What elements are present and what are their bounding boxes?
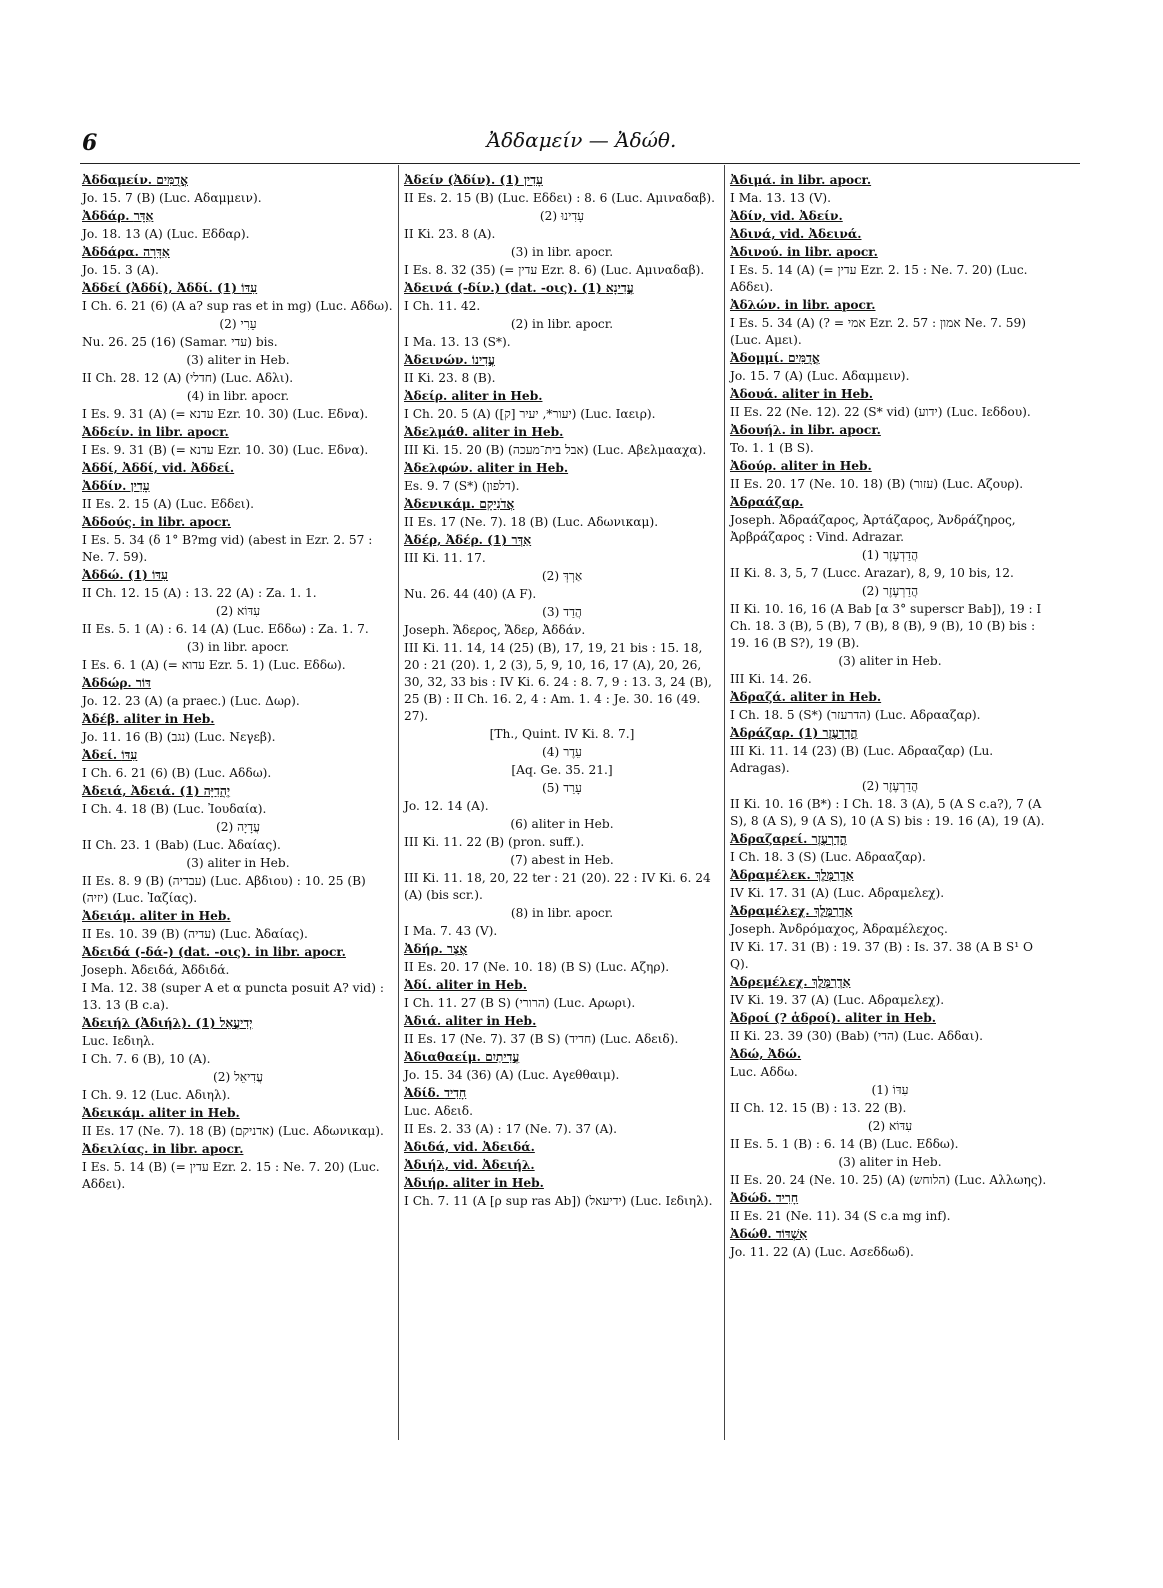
lexicon-headword: Ἀδεινών. עֲדִינוֹ	[404, 353, 495, 367]
citation-line: II Es. 5. 1 (B) : 6. 14 (B) (Luc. Εδδω).	[730, 1137, 959, 1151]
citation-line: I Ma. 13. 13 (V).	[730, 191, 832, 205]
citation-line: I Ch. 6. 21 (6) (A a? sup ras et in mg) (Luc. Αδδω).	[82, 299, 393, 313]
citation-line: III Ki. 11. 22 (B) (pron. suff.).	[404, 835, 585, 849]
lexicon-headword: Ἀδέβ. aliter in Heb.	[82, 712, 215, 726]
citation-line: I Es. 5. 34 (A) (? = אמי Ezr. 2. 57 : אמון Ne. 7. 59) (Luc. Αμει).	[730, 316, 1026, 347]
column-middle	[404, 172, 720, 1211]
citation-line: Joseph. Ἀνδρόμαχος, Ἀδραμέλεχος.	[730, 922, 948, 936]
lexicon-headword: Ἀδεί. עִדּוֹ	[82, 748, 138, 762]
citation-line: II Es. 17 (Ne. 7). 18 (B) (Luc. Αδωνικαμ).	[404, 515, 659, 529]
citation-line: II Ch. 28. 12 (A) (חדלי) (Luc. Αδλι).	[82, 371, 294, 385]
citation-line: I Ch. 11. 27 (B S) (הרורי) (Luc. Αρωρι).	[404, 996, 636, 1010]
page-number: 6	[82, 130, 98, 156]
sense-heading: (4) עֵדֶר	[542, 745, 582, 759]
citation-line: Jo. 11. 22 (A) (Luc. Ασεδδωδ).	[730, 1245, 914, 1259]
sense-heading: (2) הֲדַרְעֶזֶר	[861, 584, 919, 598]
lexicon-headword: Ἀδειήλ (Ἀδιήλ). (1) יְדִיעֲאֵל	[82, 1016, 253, 1030]
citation-line: I Ma. 12. 38 (super A et α puncta posuit A? vid) : 13. 13 (B c.a).	[82, 981, 384, 1012]
citation-line: II Ki. 10. 16, 16 (A Bab [α 3° superscr Bab]), 19 : I Ch. 18. 3 (B), 5 (B), 7 (B), 8 (B), 9 (B), 10 (B) bis : 19. 16 (B S?), 19 (B).	[730, 602, 1042, 650]
sense-heading: (3) in libr. apocr.	[510, 245, 614, 259]
citation-line: To. 1. 1 (B S).	[730, 441, 814, 455]
lexicon-headword: Ἀδραζά. aliter in Heb.	[730, 690, 882, 704]
lexicon-headword: Ἀδιαθαείμ. עֲדִיתַיִם	[404, 1050, 520, 1064]
lexicon-headword: Ἀδουά. aliter in Heb.	[730, 387, 874, 401]
citation-line: II Es. 2. 15 (A) (Luc. Εδδει).	[82, 497, 255, 511]
sense-heading: (4) in libr. apocr.	[186, 389, 290, 403]
citation-line: I Es. 9. 31 (B) (= עדנא Ezr. 10. 30) (Luc. Εδνα).	[82, 443, 369, 457]
lexicon-headword: Ἀδίδ. חָדִיד	[404, 1086, 467, 1100]
lexicon-headword: Ἀδείν (Ἀδίν). (1) עָדִין	[404, 173, 543, 187]
lexicon-headword: Ἀδομμί. אֲדֻמִּים	[730, 351, 820, 365]
lexicon-headword: Ἀδράζαρ. (1) הֲדַדְעֶזֶר	[730, 726, 858, 740]
citation-line: II Ki. 23. 8 (B).	[404, 371, 496, 385]
citation-line: Jo. 12. 14 (A).	[404, 799, 489, 813]
citation-line: I Ma. 7. 43 (V).	[404, 924, 498, 938]
lexicon-headword: Ἀδήρ. אֶצֶר	[404, 942, 468, 956]
citation-line: Jo. 12. 23 (A) (a praec.) (Luc. Δωρ).	[82, 694, 300, 708]
sense-heading: (2) עֲדָיָה	[215, 820, 261, 834]
citation-line: Jo. 15. 7 (B) (Luc. Αδαμμειν).	[82, 191, 262, 205]
sense-heading: (1) הֲדַדְעֶזֶר	[861, 548, 919, 562]
lexicon-headword: Ἀδραζαρεί. הֲדַרְעֶזֶר	[730, 832, 847, 846]
citation-line: II Ch. 23. 1 (Bab) (Luc. Ἀδαίας).	[82, 838, 281, 852]
lexicon-headword: Ἀδινά, vid. Ἀδεινά.	[730, 227, 862, 241]
lexicon-headword: Ἀδώθ. אַשְׁדּוֹד	[730, 1227, 808, 1241]
citation-line: I Ch. 9. 12 (Luc. Αδιηλ).	[82, 1088, 231, 1102]
citation-line: Joseph. Ἀδειδά, Ἀδδιδά.	[82, 963, 230, 977]
lexicon-headword: Ἀδραμέλεχ. אַדְרַמֶּלֶךְ	[730, 904, 853, 918]
lexicon-headword: Ἀδδίν. עָדִין	[82, 479, 150, 493]
lexicon-headword: Ἀδεικάμ. aliter in Heb.	[82, 1106, 240, 1120]
lexicon-headword: Ἀδρεμέλεχ. אַדְרַמֶּלֶךְ	[730, 975, 851, 989]
lexicon-headword: Ἀδδώ. (1) עִדּוֹ	[82, 568, 168, 582]
column-right	[730, 172, 1050, 1262]
lexicon-headword: Ἀδίν, vid. Ἀδείν.	[730, 209, 843, 223]
lexicon-headword: Ἀδιά. aliter in Heb.	[404, 1014, 537, 1028]
lexicon-headword: Ἀδινού. in libr. apocr.	[730, 245, 878, 259]
sense-heading: (2) עִדּוֹא	[215, 604, 261, 618]
citation-line: II Es. 17 (Ne. 7). 18 (B) (אדניקם) (Luc. Αδωνικαμ).	[82, 1124, 384, 1138]
citation-line: II Ki. 23. 39 (30) (Bab) (הדי) (Luc. Αδδαι).	[730, 1029, 984, 1043]
citation-line: IV Ki. 17. 31 (A) (Luc. Αδραμελεχ).	[730, 886, 945, 900]
lexicon-headword: Ἀδδείν. in libr. apocr.	[82, 425, 229, 439]
sense-heading: [Aq. Ge. 35. 21.]	[511, 763, 613, 777]
citation-line: II Es. 2. 15 (B) (Luc. Εδδει) : 8. 6 (Luc. Αμιναδαβ).	[404, 191, 715, 205]
citation-line: Jo. 15. 34 (36) (A) (Luc. Αγεθθαιμ).	[404, 1068, 620, 1082]
lexicon-headword: Ἀδειά, Ἀδειά. (1) יְהֻדִיָּה	[82, 784, 231, 798]
header-rule	[80, 163, 1080, 164]
sense-heading: (3) aliter in Heb.	[186, 856, 290, 870]
citation-line: II Ki. 10. 16 (B*) : I Ch. 18. 3 (A), 5 (A S c.a?), 7 (A S), 8 (A S), 9 (A S), 10 (A S) bis : 19. 16 (A), 19 (A).	[730, 797, 1045, 828]
citation-line: II Es. 17 (Ne. 7). 37 (B S) (חדיד) (Luc. Αδειδ).	[404, 1032, 679, 1046]
citation-line: I Ma. 13. 13 (S*).	[404, 335, 511, 349]
lexicon-headword: Ἀδιήλ, vid. Ἀδειήλ.	[404, 1158, 535, 1172]
sense-heading: (2) הֲדַרְעֶזֶר	[861, 779, 919, 793]
column-divider	[398, 165, 399, 1440]
citation-line: Jo. 11. 16 (B) (נגב) (Luc. Νεγεβ).	[82, 730, 276, 744]
citation-line: I Ch. 20. 5 (A) (יעור*, יעיר [ק]) (Luc. Ιαειρ).	[404, 407, 656, 421]
citation-line: I Ch. 18. 5 (S*) (הדרעזר) (Luc. Αδρααζαρ).	[730, 708, 981, 722]
lexicon-headword: Ἀδελφών. aliter in Heb.	[404, 461, 569, 475]
lexicon-headword: Ἀδλών. in libr. apocr.	[730, 298, 876, 312]
lexicon-headword: Ἀδεινά (-δίν.) (dat. -οις). (1) עֲדִינָא	[404, 281, 634, 295]
citation-line: III Ki. 15. 20 (B) (אבל בית־מעכה) (Luc. Αβελμααχα).	[404, 443, 707, 457]
citation-line: I Ch. 7. 6 (B), 10 (A).	[82, 1052, 211, 1066]
lexicon-headword: Ἀδδεί (Ἀδδί), Ἀδδί. (1) עִדּוֹ	[82, 281, 258, 295]
citation-line: Nu. 26. 25 (16) (Samar. עדי) bis.	[82, 335, 278, 349]
lexicon-headword: Ἀδείρ. aliter in Heb.	[404, 389, 543, 403]
sense-heading: (2) in libr. apocr.	[510, 317, 614, 331]
citation-line: I Ch. 6. 21 (6) (B) (Luc. Αδδω).	[82, 766, 272, 780]
sense-heading: (2) עָדִינוּ	[539, 209, 585, 223]
citation-line: II Es. 21 (Ne. 11). 34 (S c.a mg inf).	[730, 1209, 951, 1223]
lexicon-headword: Ἀδραάζαρ.	[730, 495, 804, 509]
lexicon-headword: Ἀδειάμ. aliter in Heb.	[82, 909, 231, 923]
lexicon-headword: Ἀδώδ. חָרִיד	[730, 1191, 799, 1205]
column-divider	[724, 165, 725, 1440]
sense-heading: (2) עֲדִיאֵל	[212, 1070, 264, 1084]
citation-line: Luc. Ιεδιηλ.	[82, 1034, 155, 1048]
citation-line: I Ch. 7. 11 (A [ρ sup ras Ab]) (ידיעאל) (Luc. Ιεδιηλ).	[404, 1194, 713, 1208]
lexicon-headword: Ἀδώ, Ἀδώ.	[730, 1047, 802, 1061]
sense-heading: (1) עִדּוֹ	[871, 1083, 909, 1097]
column-left	[82, 172, 394, 1194]
citation-line: I Es. 5. 14 (B) (= עדין Ezr. 2. 15 : Ne. 7. 20) (Luc. Αδδει).	[82, 1160, 380, 1191]
sense-heading: (3) aliter in Heb.	[838, 654, 942, 668]
citation-line: Joseph. Ἄδερος, Ἄδερ, Ἀδδάν.	[404, 623, 586, 637]
lexicon-headword: Ἀδιήρ. aliter in Heb.	[404, 1176, 544, 1190]
lexicon-headword: Ἀδδούς. in libr. apocr.	[82, 515, 232, 529]
citation-line: II Es. 8. 9 (B) (עבדיה) (Luc. Αβδιου) : 10. 25 (B) (יזיה) (Luc. Ἰαζίας).	[82, 874, 366, 905]
citation-line: I Ch. 11. 42.	[404, 299, 481, 313]
sense-heading: [Th., Quint. IV Ki. 8. 7.]	[489, 727, 635, 741]
citation-line: II Es. 22 (Ne. 12). 22 (S* vid) (ידוע) (Luc. Ιεδδου).	[730, 405, 1031, 419]
citation-line: II Es. 10. 39 (B) (עדיה) (Luc. Ἀδαίας).	[82, 927, 308, 941]
sense-heading: (2) עֵרִי	[219, 317, 257, 331]
citation-line: II Ki. 23. 8 (A).	[404, 227, 496, 241]
lexicon-headword: Ἀδενικάμ. אֲדֹנִיקָם	[404, 497, 515, 511]
citation-line: III Ki. 11. 18, 20, 22 ter : 21 (20). 22 : IV Ki. 6. 24 (A) (bis scr.).	[404, 871, 711, 902]
citation-line: IV Ki. 17. 31 (B) : 19. 37 (B) : Is. 37. 38 (A B S¹ O Q).	[730, 940, 1033, 971]
citation-line: III Ki. 11. 17.	[404, 551, 486, 565]
citation-line: II Ki. 8. 3, 5, 7 (Lucc. Arazar), 8, 9, 10 bis, 12.	[730, 566, 1014, 580]
citation-line: I Es. 9. 31 (A) (= עדנא Ezr. 10. 30) (Luc. Εδνα).	[82, 407, 369, 421]
citation-line: III Ki. 11. 14, 14 (25) (B), 17, 19, 21 bis : 15. 18, 20 : 21 (20). 1, 2 (3), 5, 9, 10, 16, 17 (A), 20, 26, 30, 32, 33 bis : IV Ki. 6. 24 : 8. 7, 9 : 13. 3, 24 (B), 25 (B) : II Ch. 16. 2, 4 : Am. 1. 4 : Je. 30. 16 (49. 27).	[404, 641, 712, 723]
lexicon-headword: Ἀδδάρα. אַדָּרָה	[82, 245, 170, 259]
citation-line: I Es. 6. 1 (A) (= עדוא Ezr. 5. 1) (Luc. Εδδω).	[82, 658, 346, 672]
lexicon-headword: Ἀδδάρ. אַדָּר	[82, 209, 154, 223]
citation-line: Nu. 26. 44 (40) (A F).	[404, 587, 537, 601]
citation-line: II Ch. 12. 15 (A) : 13. 22 (A) : Za. 1. 1.	[82, 586, 317, 600]
citation-line: I Es. 8. 32 (35) (= עדין Ezr. 8. 6) (Luc. Αμιναδαβ).	[404, 263, 705, 277]
lexicon-headword: Ἀδδί, Ἀδδί, vid. Ἀδδεί.	[82, 461, 235, 475]
sense-heading: (3) in libr. apocr.	[186, 640, 290, 654]
lexicon-headword: Ἀδειδά (-δά-) (dat. -οις). in libr. apocr.	[82, 945, 346, 959]
running-head-title: Ἀδδαμείν — Ἀδώθ.	[486, 128, 677, 152]
sense-heading: (3) aliter in Heb.	[838, 1155, 942, 1169]
citation-line: II Es. 2. 33 (A) : 17 (Ne. 7). 37 (A).	[404, 1122, 618, 1136]
citation-line: Es. 9. 7 (S*) (דלפון).	[404, 479, 520, 493]
lexicon-headword: Ἀδροί (? ἁδροί). aliter in Heb.	[730, 1011, 936, 1025]
lexicon-headword: Ἀδδαμείν. אֲדֻמִּים	[82, 173, 188, 187]
citation-line: I Ch. 4. 18 (B) (Luc. Ἰουδαία).	[82, 802, 267, 816]
sense-heading: (2) אַרְדְּ	[541, 569, 583, 583]
citation-line: Jo. 15. 3 (A).	[82, 263, 159, 277]
citation-line: Jo. 15. 7 (A) (Luc. Αδαμμειν).	[730, 369, 910, 383]
lexicon-headword: Ἀδειλίας. in libr. apocr.	[82, 1142, 244, 1156]
citation-line: II Es. 20. 24 (Ne. 10. 25) (A) (הלוחש) (Luc. Αλλωης).	[730, 1173, 1047, 1187]
sense-heading: (3) הֲדַד	[542, 605, 582, 619]
citation-line: II Es. 20. 17 (Ne. 10. 18) (B S) (Luc. Αζηρ).	[404, 960, 670, 974]
sense-heading: (2) עִדּוֹא	[867, 1119, 913, 1133]
sense-heading: (3) aliter in Heb.	[186, 353, 290, 367]
lexicon-headword: Ἀδουήλ. in libr. apocr.	[730, 423, 881, 437]
sense-heading: (5) עָרַד	[542, 781, 582, 795]
citation-line: II Es. 5. 1 (A) : 6. 14 (A) (Luc. Εδδω) : Za. 1. 7.	[82, 622, 369, 636]
lexicon-headword: Ἀδούρ. aliter in Heb.	[730, 459, 872, 473]
citation-line: Joseph. Ἀδραάζαρος, Ἀρτάζαρος, Ἀνδράζηρος, Ἀρβράζαρος : Vind. Adrazar.	[730, 513, 1016, 544]
lexicon-headword: Ἀδέρ, Ἀδέρ. (1) אַדְּר	[404, 533, 532, 547]
lexicon-headword: Ἀδδώρ. דּוֹר	[82, 676, 151, 690]
citation-line: IV Ki. 19. 37 (A) (Luc. Αδραμελεχ).	[730, 993, 945, 1007]
citation-line: II Es. 20. 17 (Ne. 10. 18) (B) (עזור) (Luc. Αζουρ).	[730, 477, 1024, 491]
citation-line: I Ch. 18. 3 (S) (Luc. Αδρααζαρ).	[730, 850, 926, 864]
sense-heading: (7) abest in Heb.	[510, 853, 614, 867]
citation-line: III Ki. 14. 26.	[730, 672, 812, 686]
lexicon-headword: Ἀδραμέλεκ. אַדְרַמֶּלֶךְ	[730, 868, 854, 882]
citation-line: III Ki. 11. 14 (23) (B) (Luc. Αδρααζαρ) (Lu. Adragas).	[730, 744, 994, 775]
citation-line: II Ch. 12. 15 (B) : 13. 22 (B).	[730, 1101, 907, 1115]
lexicon-headword: Ἀδιδά, vid. Ἀδειδά.	[404, 1140, 535, 1154]
citation-line: Luc. Αδδω.	[730, 1065, 798, 1079]
citation-line: I Es. 5. 14 (A) (= עדין Ezr. 2. 15 : Ne. 7. 20) (Luc. Αδδει).	[730, 263, 1028, 294]
citation-line: Jo. 18. 13 (A) (Luc. Εδδαρ).	[82, 227, 250, 241]
citation-line: I Es. 5. 34 (δ 1° B?mg vid) (abest in Ezr. 2. 57 : Ne. 7. 59).	[82, 533, 373, 564]
lexicon-headword: Ἀδιμά. in libr. apocr.	[730, 173, 872, 187]
sense-heading: (8) in libr. apocr.	[510, 906, 614, 920]
sense-heading: (6) aliter in Heb.	[510, 817, 614, 831]
lexicon-headword: Ἀδελμάθ. aliter in Heb.	[404, 425, 564, 439]
citation-line: Luc. Αδειδ.	[404, 1104, 473, 1118]
lexicon-headword: Ἀδί. aliter in Heb.	[404, 978, 527, 992]
